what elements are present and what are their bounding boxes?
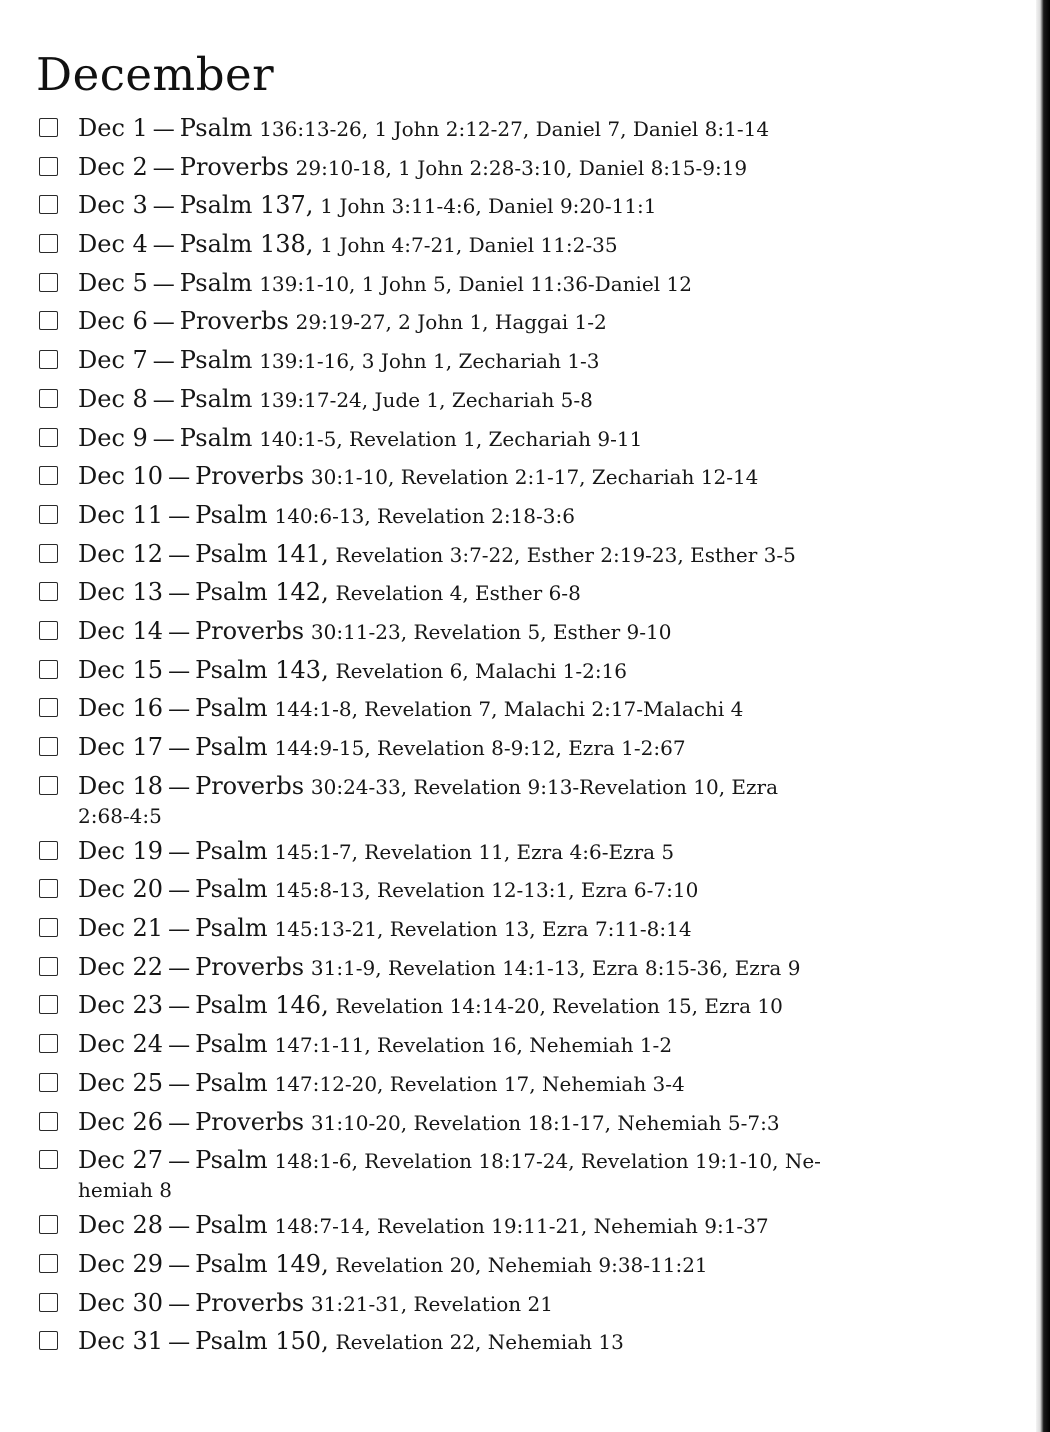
reading-day: Dec 9 <box>78 423 148 452</box>
reading-text <box>78 578 581 607</box>
reading-item-dec-30 <box>36 1285 986 1324</box>
reading-day: Dec 7 <box>78 346 148 375</box>
reading-item-dec-28 <box>36 1207 986 1246</box>
checkbox-dec-8[interactable] <box>39 389 58 408</box>
reading-text <box>78 836 675 865</box>
reading-passages: Revelation 20, Nehemiah 9:38-11:21 <box>335 1252 708 1277</box>
em-dash: — <box>168 1033 191 1059</box>
reading-text <box>78 268 692 297</box>
em-dash: — <box>168 542 191 568</box>
reading-item-dec-4 <box>36 226 986 265</box>
em-dash: — <box>152 155 175 181</box>
reading-text <box>78 1146 986 1205</box>
reading-text <box>78 914 692 943</box>
reading-item-dec-5 <box>36 265 986 304</box>
em-dash: — <box>152 349 175 375</box>
reading-main-book: Proverbs <box>179 152 289 181</box>
reading-passages: 145:1-7, Revelation 11, Ezra 4:6-Ezra 5 <box>274 839 675 864</box>
em-dash: — <box>168 774 191 800</box>
reading-passages-continued: 2:68-4:5 <box>78 803 162 828</box>
reading-text <box>78 952 801 981</box>
reading-main-book: Psalm <box>179 268 253 297</box>
reading-passages: Revelation 3:7-22, Esther 2:19-23, Esther 3-5 <box>335 542 796 567</box>
reading-item-dec-3 <box>36 187 986 226</box>
reading-passages: 1 John 4:7-21, Daniel 11:2-35 <box>320 233 618 258</box>
em-dash: — <box>168 1149 191 1175</box>
reading-item-dec-27 <box>36 1142 986 1207</box>
reading-item-dec-22 <box>36 949 986 988</box>
checkbox-dec-20[interactable] <box>39 879 58 898</box>
em-dash: — <box>152 387 175 413</box>
checkbox-dec-30[interactable] <box>39 1293 58 1312</box>
em-dash: — <box>152 117 175 142</box>
checkbox-dec-7[interactable] <box>39 350 58 369</box>
reading-main-book: Psalm <box>195 733 268 761</box>
reading-list <box>36 110 986 1362</box>
reading-passages: Revelation 14:14-20, Revelation 15, Ezra 10 <box>335 994 783 1019</box>
reading-day: Dec 20 <box>78 875 164 904</box>
reading-text <box>78 1030 673 1059</box>
reading-main-book: Psalm <box>195 914 268 943</box>
checkbox-dec-31[interactable] <box>39 1331 58 1350</box>
checkbox-dec-13[interactable] <box>39 582 58 601</box>
checkbox-dec-23[interactable] <box>39 995 58 1014</box>
reading-day: Dec 25 <box>78 1068 164 1097</box>
reading-passages: 140:6-13, Revelation 2:18-3:6 <box>274 503 575 528</box>
reading-day: Dec 1 <box>78 114 148 142</box>
reading-day: Dec 6 <box>78 307 148 336</box>
reading-text <box>78 307 607 336</box>
reading-main-book: Psalm <box>179 423 253 452</box>
reading-item-dec-29 <box>36 1246 986 1285</box>
em-dash: — <box>168 955 191 981</box>
reading-text <box>78 771 986 831</box>
em-dash: — <box>152 194 175 220</box>
reading-text <box>78 114 770 142</box>
reading-day: Dec 19 <box>78 836 164 865</box>
reading-text <box>78 191 657 220</box>
reading-day: Dec 4 <box>78 230 148 259</box>
reading-day: Dec 8 <box>78 384 148 413</box>
reading-item-dec-7 <box>36 342 986 381</box>
reading-main-book: Psalm 142, <box>195 578 329 607</box>
checkbox-dec-4[interactable] <box>39 234 58 253</box>
reading-day: Dec 26 <box>78 1107 164 1136</box>
reading-day: Dec 31 <box>78 1327 164 1356</box>
checkbox-dec-27[interactable] <box>39 1150 58 1169</box>
reading-text <box>78 991 783 1020</box>
reading-main-book: Psalm 146, <box>195 991 329 1020</box>
reading-day: Dec 29 <box>78 1249 164 1278</box>
reading-day: Dec 15 <box>78 655 164 684</box>
reading-day: Dec 24 <box>78 1030 164 1059</box>
reading-item-dec-20 <box>36 871 986 910</box>
checkbox-dec-9[interactable] <box>39 428 58 447</box>
reading-main-book: Proverbs <box>195 952 305 981</box>
reading-passages: Revelation 22, Nehemiah 13 <box>335 1330 624 1355</box>
reading-item-dec-9 <box>36 420 986 459</box>
reading-text <box>78 423 643 452</box>
reading-main-book: Psalm <box>195 694 268 723</box>
reading-text <box>78 655 628 684</box>
reading-main-book: Psalm <box>195 1068 268 1097</box>
checkbox-dec-6[interactable] <box>39 311 58 330</box>
reading-day: Dec 17 <box>78 733 164 761</box>
em-dash: — <box>152 271 175 297</box>
checkbox-dec-5[interactable] <box>39 273 58 292</box>
em-dash: — <box>168 736 191 761</box>
checkbox-dec-1[interactable] <box>39 118 58 137</box>
checkbox-dec-22[interactable] <box>39 957 58 976</box>
reading-day: Dec 10 <box>78 462 164 491</box>
reading-passages: Revelation 4, Esther 6-8 <box>335 581 581 606</box>
reading-day: Dec 12 <box>78 539 164 568</box>
checkbox-dec-3[interactable] <box>39 195 58 214</box>
reading-passages: 139:1-16, 3 John 1, Zechariah 1-3 <box>259 349 600 374</box>
reading-item-dec-16 <box>36 690 986 729</box>
reading-item-dec-31 <box>36 1323 986 1362</box>
reading-passages: 148:1-6, Revelation 18:17-24, Revelation 19:1-10, Ne- <box>274 1149 821 1174</box>
reading-passages: 145:8-13, Revelation 12-13:1, Ezra 6-7:10 <box>274 878 699 903</box>
reading-main-book: Psalm <box>195 1211 268 1240</box>
em-dash: — <box>168 917 191 943</box>
checkbox-dec-17[interactable] <box>39 737 58 756</box>
reading-passages: 139:17-24, Jude 1, Zechariah 5-8 <box>259 387 593 412</box>
reading-day: Dec 5 <box>78 268 148 297</box>
reading-item-dec-25 <box>36 1065 986 1104</box>
reading-plan-page <box>36 44 986 1362</box>
reading-item-dec-14 <box>36 613 986 652</box>
reading-passages: 144:1-8, Revelation 7, Malachi 2:17-Malachi 4 <box>274 697 744 722</box>
reading-main-book: Psalm 141, <box>195 539 329 568</box>
reading-item-dec-21 <box>36 910 986 949</box>
reading-passages: 30:24-33, Revelation 9:13-Revelation 10, Ezra <box>310 774 779 799</box>
reading-text <box>78 539 796 568</box>
em-dash: — <box>168 1214 191 1240</box>
reading-passages: 139:1-10, 1 John 5, Daniel 11:36-Daniel 12 <box>259 271 692 296</box>
checkbox-dec-14[interactable] <box>39 621 58 640</box>
em-dash: — <box>168 581 191 607</box>
reading-item-dec-15 <box>36 652 986 691</box>
reading-passages: 31:10-20, Revelation 18:1-17, Nehemiah 5-7:3 <box>310 1110 780 1135</box>
reading-day: Dec 13 <box>78 578 164 607</box>
checkbox-dec-11[interactable] <box>39 505 58 524</box>
reading-item-dec-10 <box>36 458 986 497</box>
em-dash: — <box>168 1071 191 1097</box>
checkbox-dec-19[interactable] <box>39 841 58 860</box>
reading-main-book: Psalm <box>179 384 253 413</box>
checkbox-dec-28[interactable] <box>39 1215 58 1234</box>
checkbox-dec-29[interactable] <box>39 1254 58 1273</box>
em-dash: — <box>168 1110 191 1136</box>
reading-item-dec-12 <box>36 536 986 575</box>
reading-passages: 29:19-27, 2 John 1, Haggai 1-2 <box>295 310 607 335</box>
reading-main-book: Proverbs <box>195 771 305 800</box>
reading-day: Dec 23 <box>78 991 164 1020</box>
reading-passages: 31:1-9, Revelation 14:1-13, Ezra 8:15-36, Ezra 9 <box>310 955 801 980</box>
checkbox-dec-26[interactable] <box>39 1112 58 1131</box>
reading-passages: 1 John 3:11-4:6, Daniel 9:20-11:1 <box>320 194 657 219</box>
em-dash: — <box>168 658 191 684</box>
reading-passages: 147:12-20, Revelation 17, Nehemiah 3-4 <box>274 1071 685 1096</box>
reading-day: Dec 16 <box>78 694 164 723</box>
em-dash: — <box>168 465 191 491</box>
em-dash: — <box>168 1252 191 1278</box>
reading-day: Dec 18 <box>78 771 164 800</box>
reading-main-book: Proverbs <box>195 1288 305 1317</box>
reading-item-dec-24 <box>36 1026 986 1065</box>
reading-text <box>78 500 575 529</box>
reading-day: Dec 30 <box>78 1288 164 1317</box>
reading-passages: 148:7-14, Revelation 19:11-21, Nehemiah 9:1-37 <box>274 1214 769 1239</box>
em-dash: — <box>168 878 191 904</box>
reading-passages: 145:13-21, Revelation 13, Ezra 7:11-8:14 <box>274 917 692 942</box>
checkbox-dec-10[interactable] <box>39 466 58 485</box>
reading-passages: 30:1-10, Revelation 2:1-17, Zechariah 12-14 <box>310 465 759 490</box>
reading-passages: 136:13-26, 1 John 2:12-27, Daniel 7, Daniel 8:1-14 <box>259 117 770 141</box>
reading-item-dec-23 <box>36 987 986 1026</box>
em-dash: — <box>168 619 191 645</box>
em-dash: — <box>168 503 191 529</box>
em-dash: — <box>168 1330 191 1356</box>
reading-day: Dec 28 <box>78 1211 164 1240</box>
reading-passages: 140:1-5, Revelation 1, Zechariah 9-11 <box>259 426 643 451</box>
reading-main-book: Psalm <box>179 114 253 142</box>
reading-text <box>78 1327 624 1356</box>
reading-text <box>78 1107 780 1136</box>
reading-main-book: Psalm <box>195 1146 268 1175</box>
reading-item-dec-6 <box>36 303 986 342</box>
reading-item-dec-17 <box>36 729 986 768</box>
page-title: December <box>36 48 275 101</box>
em-dash: — <box>152 426 175 452</box>
reading-text <box>78 462 759 491</box>
reading-item-dec-18 <box>36 768 986 833</box>
em-dash: — <box>168 1291 191 1317</box>
reading-main-book: Proverbs <box>195 1107 305 1136</box>
reading-text <box>78 733 686 761</box>
reading-passages: Revelation 6, Malachi 1-2:16 <box>335 658 628 683</box>
checkbox-dec-25[interactable] <box>39 1073 58 1092</box>
checkbox-dec-16[interactable] <box>39 698 58 717</box>
reading-day: Dec 14 <box>78 616 164 645</box>
reading-day: Dec 3 <box>78 191 148 220</box>
reading-text <box>78 230 618 259</box>
reading-item-dec-11 <box>36 497 986 536</box>
reading-text <box>78 1211 769 1240</box>
reading-main-book: Psalm 150, <box>195 1327 329 1356</box>
reading-passages: 31:21-31, Revelation 21 <box>310 1291 553 1316</box>
reading-main-book: Psalm <box>195 875 268 904</box>
checkbox-dec-21[interactable] <box>39 918 58 937</box>
reading-main-book: Psalm 138, <box>179 230 314 259</box>
em-dash: — <box>168 994 191 1020</box>
em-dash: — <box>168 839 191 865</box>
reading-day: Dec 27 <box>78 1146 164 1175</box>
reading-main-book: Psalm 143, <box>195 655 329 684</box>
em-dash: — <box>168 697 191 723</box>
reading-passages: 29:10-18, 1 John 2:28-3:10, Daniel 8:15-9:19 <box>295 155 748 180</box>
reading-day: Dec 2 <box>78 152 148 181</box>
reading-item-dec-26 <box>36 1104 986 1143</box>
reading-day: Dec 22 <box>78 952 164 981</box>
reading-day: Dec 21 <box>78 914 164 943</box>
checkbox-dec-15[interactable] <box>39 660 58 679</box>
reading-text <box>78 694 744 723</box>
reading-text <box>78 1288 553 1317</box>
reading-text <box>78 616 672 645</box>
reading-text <box>78 1068 685 1097</box>
reading-passages: 147:1-11, Revelation 16, Nehemiah 1-2 <box>274 1033 673 1058</box>
reading-text <box>78 152 748 181</box>
reading-main-book: Proverbs <box>179 307 289 336</box>
reading-main-book: Psalm <box>195 836 268 865</box>
reading-main-book: Psalm <box>179 346 253 375</box>
reading-text <box>78 875 699 904</box>
reading-main-book: Psalm 149, <box>195 1249 329 1278</box>
reading-main-book: Proverbs <box>195 462 305 491</box>
reading-main-book: Psalm <box>195 500 268 529</box>
checkbox-dec-12[interactable] <box>39 544 58 563</box>
reading-text <box>78 1249 708 1278</box>
reading-item-dec-8 <box>36 381 986 420</box>
reading-day: Dec 11 <box>78 500 164 529</box>
page-edge-shadow <box>1036 0 1050 1432</box>
reading-main-book: Psalm 137, <box>179 191 314 220</box>
em-dash: — <box>152 233 175 259</box>
reading-item-dec-2 <box>36 149 986 188</box>
em-dash: — <box>152 310 175 336</box>
reading-passages: 144:9-15, Revelation 8-9:12, Ezra 1-2:67 <box>274 736 686 760</box>
reading-passages-continued: hemiah 8 <box>78 1178 172 1203</box>
reading-item-dec-19 <box>36 833 986 872</box>
reading-main-book: Proverbs <box>195 616 305 645</box>
reading-main-book: Psalm <box>195 1030 268 1059</box>
checkbox-dec-2[interactable] <box>39 157 58 176</box>
checkbox-dec-18[interactable] <box>39 776 58 795</box>
reading-text <box>78 384 593 413</box>
reading-text <box>78 346 600 375</box>
checkbox-dec-24[interactable] <box>39 1034 58 1053</box>
reading-item-dec-13 <box>36 574 986 613</box>
reading-passages: 30:11-23, Revelation 5, Esther 9-10 <box>310 619 672 644</box>
reading-item-dec-1 <box>36 110 986 149</box>
